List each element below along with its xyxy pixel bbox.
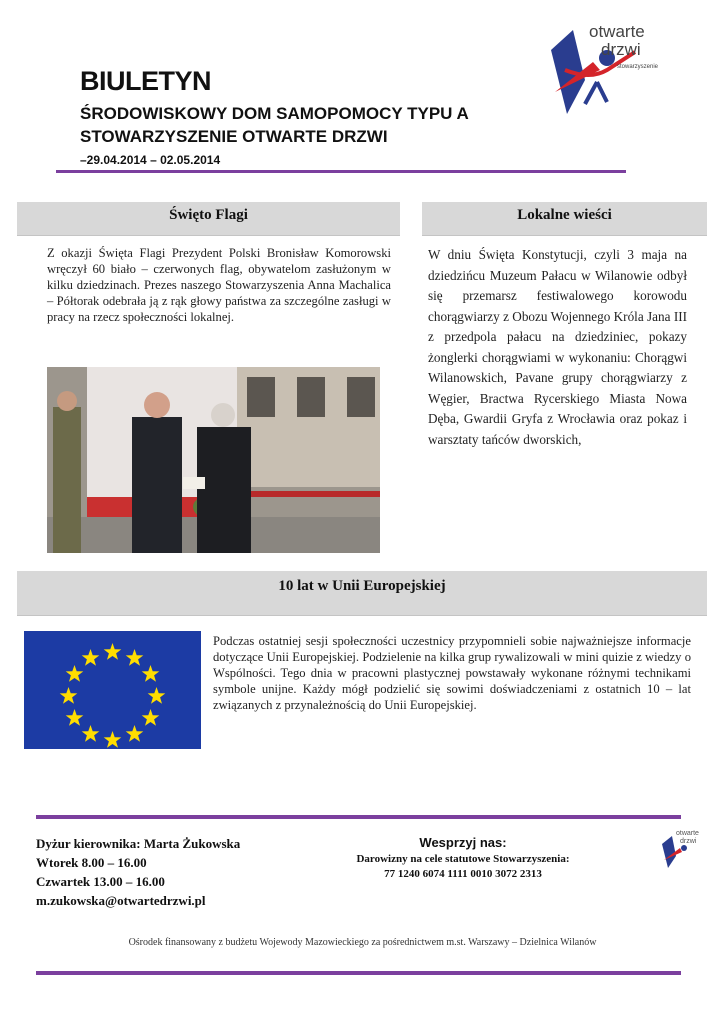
newsletter-title: BIULETYN: [80, 66, 211, 96]
funding-note: Ośrodek finansowany z budżetu Wojewody Mazowieckiego za pośrednictwem m.st. Warszawy – Dzielnica Wilanów: [128, 937, 597, 948]
ceremony-photo-image: [47, 367, 380, 553]
header-divider: [56, 170, 626, 173]
organization-subtitle-2: STOWARZYSZENIE OTWARTE DRZWI: [80, 127, 388, 146]
thursday-hours: Czwartek 13.00 – 16.00: [36, 874, 165, 889]
organization-subtitle-1: ŚRODOWISKOWY DOM SAMOPOMOCY TYPU A: [80, 104, 469, 123]
date-range: –29.04.2014 – 02.05.2014: [80, 153, 221, 167]
donations-text: Darowizny na cele statutowe Stowarzyszenia:: [356, 853, 570, 865]
footer-logo-text-drzwi: drzwi: [680, 838, 697, 845]
local-news-text: W dniu Święta Konstytucji, czyli 3 maja na dziedzińcu Muzeum Pałacu w Wilanowie odbył się przemarsz festiwalowego korowodu chorągwiarzy z Obozu Wojennego Króla Jana III z przedpola pałacu na dziedziniec, pokazy żonglerki chorągwiami w wykonaniu: Chorągwi Wilanowskich, Pavane grupy chorągwiarzy z Węgier, Bractwa Rycerskiego Miasta Nowa Dęba, Gwardii Gryfa z Wrocławia oraz pokaz i warsztaty tańców dworskich,: [428, 247, 687, 447]
footer-support: [318, 834, 608, 882]
section-heading-local-news: Lokalne wieści: [422, 202, 707, 236]
footer-logo: [660, 830, 698, 870]
section-heading-eu: 10 lat w Unii Europejskiej: [17, 571, 707, 616]
section-heading-flag-day: Święto Flagi: [17, 202, 400, 236]
footer-contact: [36, 834, 240, 910]
bank-account: 77 1240 6074 1111 0010 3072 2313: [384, 868, 542, 880]
footer-logo-text-otwarte: otwarte: [676, 830, 699, 837]
logo-text-otwarte: otwarte: [589, 22, 645, 41]
support-heading: Wesprzyj nas:: [419, 835, 507, 850]
ceremony-photo: [47, 367, 380, 553]
eu-stars-icon: [24, 631, 201, 749]
flag-day-text: Z okazji Święta Flagi Prezydent Polski Bronisław Komorowski wręczył 60 biało – czerwonych flag, obywatelom zasłużonym w kilku dziedzinach. Prezes naszego Stowarzyszenia Anna Machalica – Półtorak odebrała ją z rąk głowy państwa za szczególne zasługi w pracy na rzecz społeczności lokalnej.: [47, 246, 391, 324]
logo-text-drzwi: drzwi: [601, 40, 641, 59]
tuesday-hours: Wtorek 8.00 – 16.00: [36, 855, 147, 870]
email-link[interactable]: m.zukowska@otwartedrzwi.pl: [36, 893, 206, 908]
eu-flag: [24, 631, 201, 749]
otwarte-drzwi-logo: [545, 22, 659, 117]
eu-text: Podczas ostatniej sesji społeczności uczestnicy przypomnieli sobie najważniejsze informacje dotyczące Unii Europejskiej. Podzielenie na kilka grup rywalizowali w mini quizie z wiedzy o Wspólności. Tego dnia w pracowni plastycznej powstawały wykonane różnymi technikami symbole unijne. Każdy mógł podzielić się sowimi doświadczeniami z ostatnich 10 – lat związanych z przynależnością do Unii Europejskiej.: [213, 634, 691, 712]
duty-manager: Dyżur kierownika: Marta Żukowska: [36, 836, 241, 851]
footer-divider-bottom: [36, 971, 681, 975]
logo-text-stowarzyszenie: stowarzyszenie: [617, 64, 659, 70]
footer-divider-top: [36, 815, 681, 819]
